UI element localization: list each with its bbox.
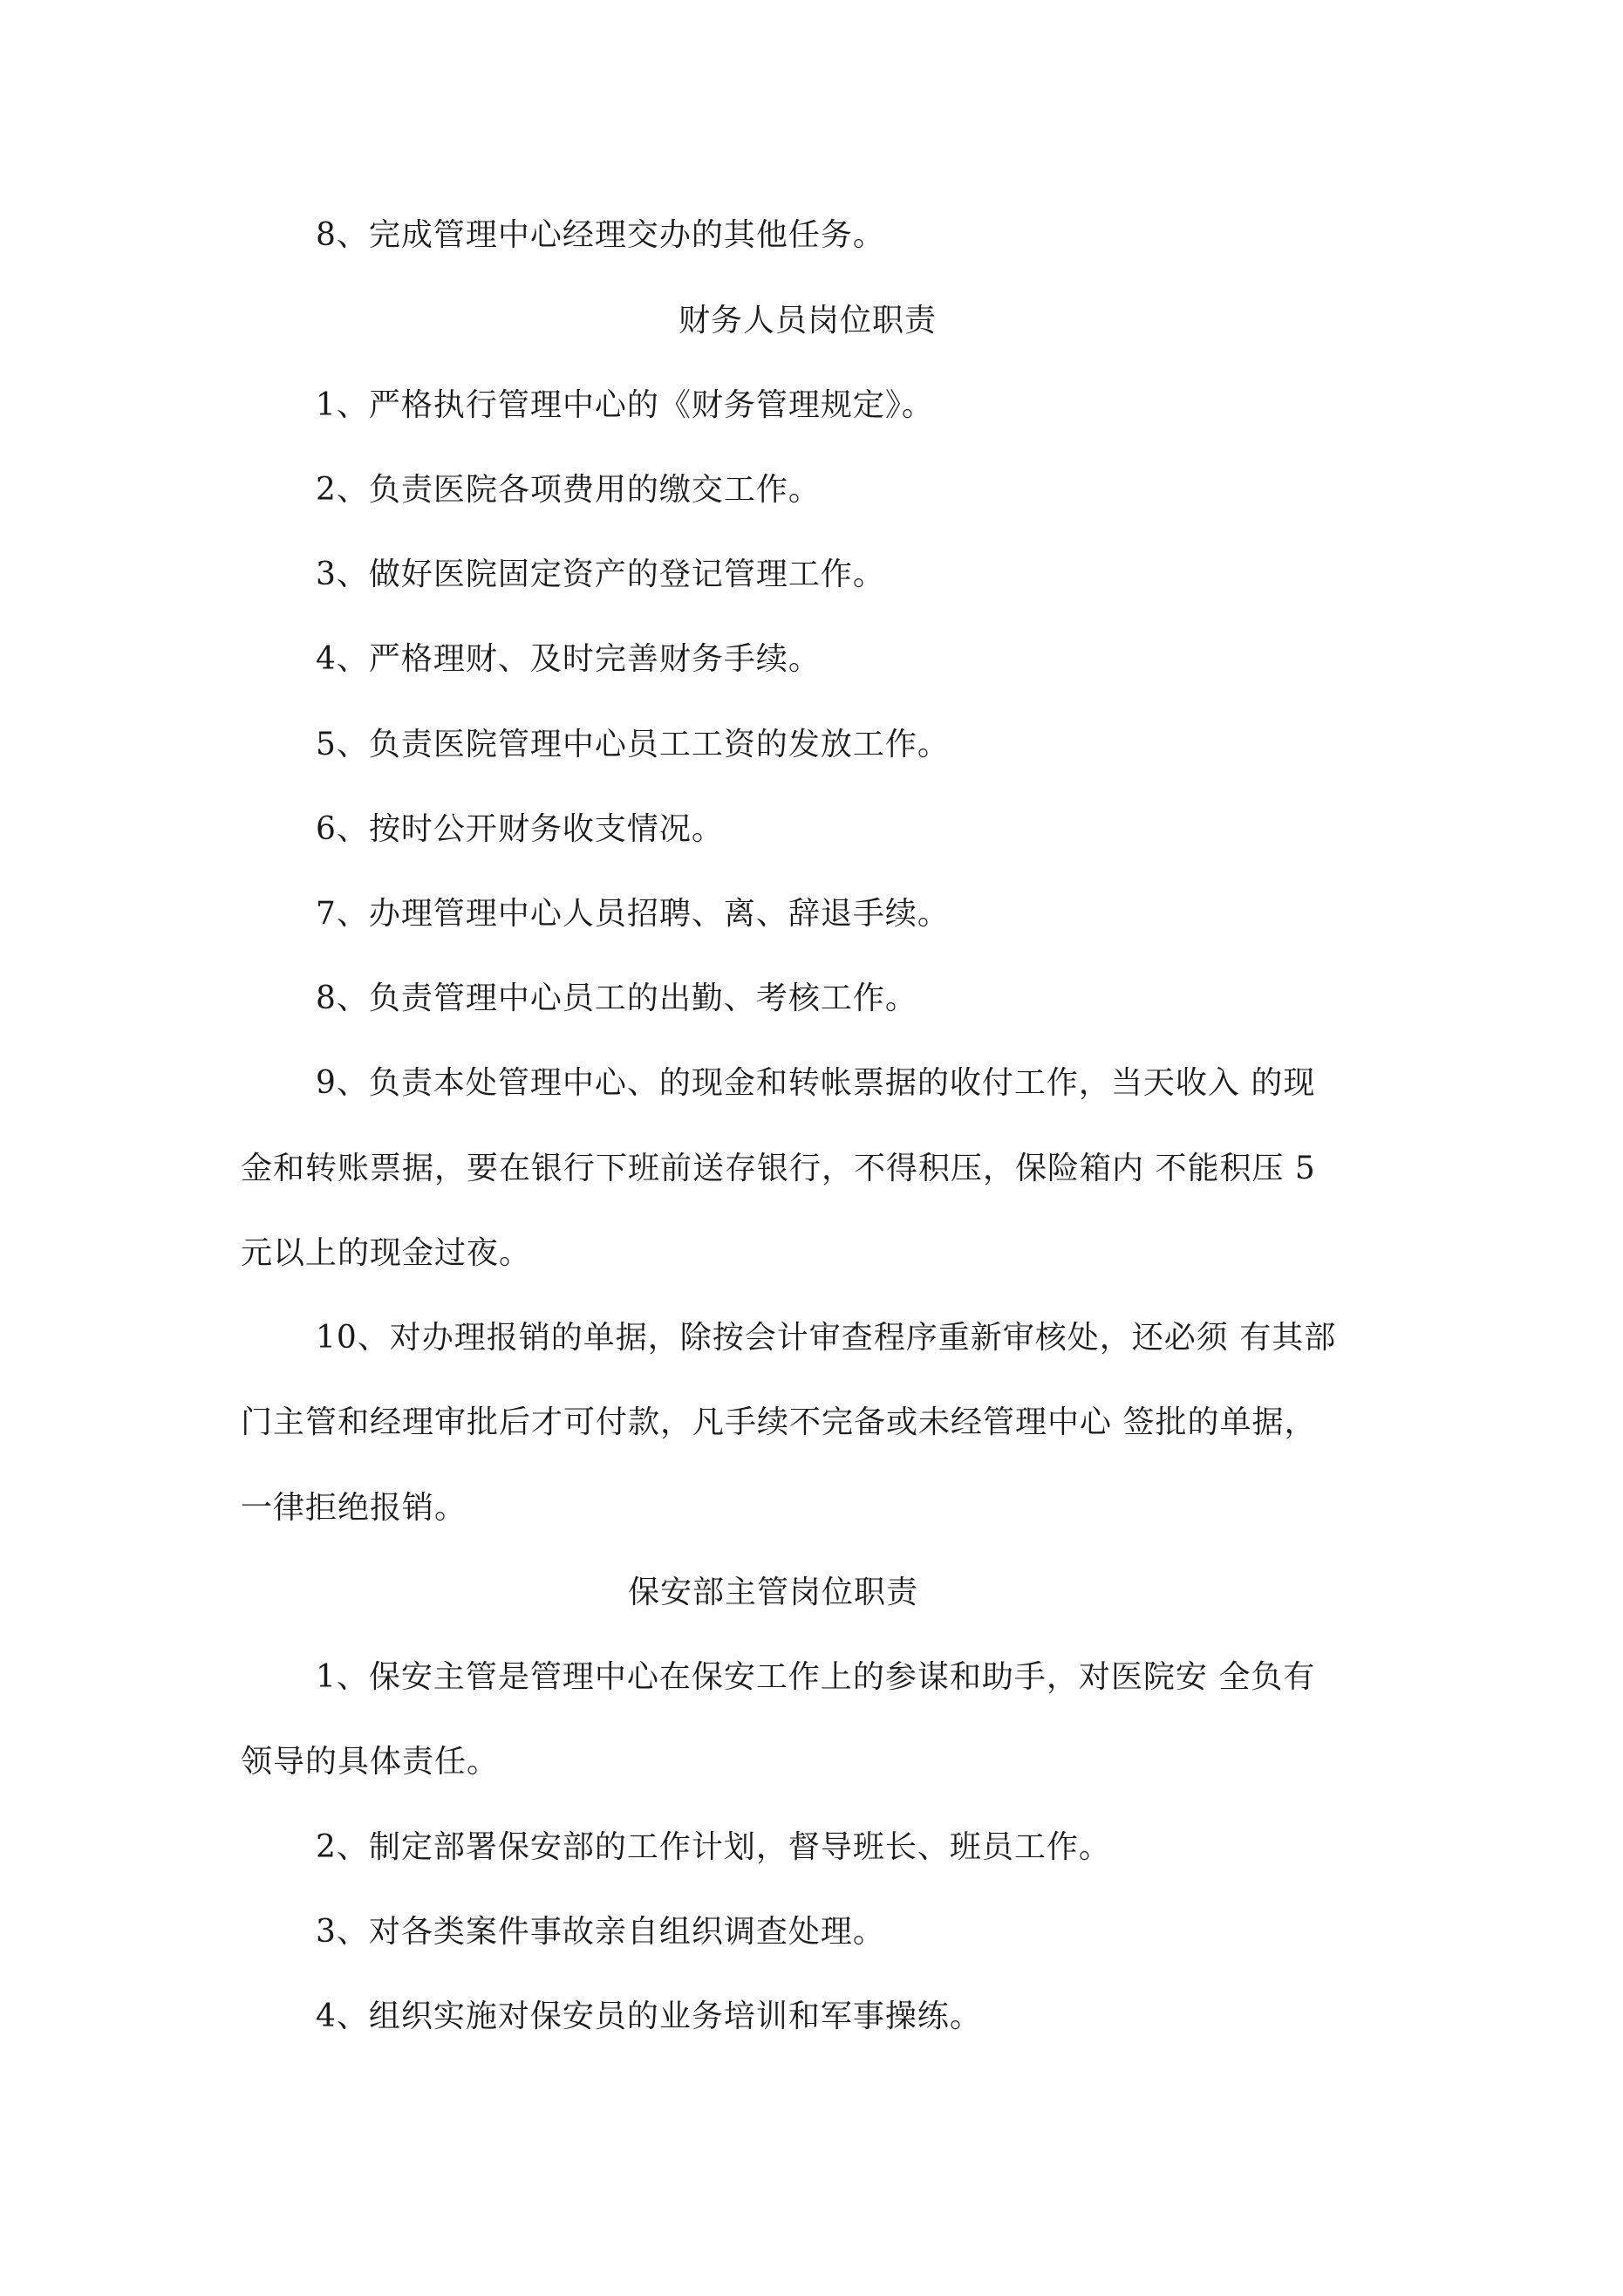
paragraph-line: 金和转账票据，要在银行下班前送存银行，不得积压，保险箱内 不能积压 5 xyxy=(241,1151,1316,1186)
paragraph-line: 8、负责管理中心员工的出勤、考核工作。 xyxy=(316,981,917,1016)
paragraph-line: 1、严格执行管理中心的《财务管理规定》。 xyxy=(316,387,934,423)
paragraph-line: 2、制定部署保安部的工作计划，督导班长、班员工作。 xyxy=(316,1829,1111,1865)
paragraph-line: 领导的具体责任。 xyxy=(241,1744,500,1780)
paragraph-line: 门主管和经理审批后才可付款，凡手续不完备或未经管理中心 签批的单据， xyxy=(241,1404,1317,1440)
paragraph-line: 3、对各类案件事故亲自组织调查处理。 xyxy=(316,1914,885,1950)
section-title-security: 保安部主管岗位职责 xyxy=(628,1575,919,1610)
paragraph-line: 2、负责医院各项费用的缴交工作。 xyxy=(316,472,821,508)
paragraph-line: 4、组织实施对保安员的业务培训和军事操练。 xyxy=(316,1999,982,2034)
paragraph-line: 6、按时公开财务收支情况。 xyxy=(316,811,724,847)
paragraph-line: 4、严格理财、及时完善财务手续。 xyxy=(316,641,821,677)
paragraph-line: 8、完成管理中心经理交办的其他任务。 xyxy=(316,217,885,253)
paragraph-line: 10、对办理报销的单据，除按会计审查程序重新审核处，还必须 有其部 xyxy=(316,1320,1337,1356)
paragraph-line: 9、负责本处管理中心、的现金和转帐票据的收付工作，当天收入 的现 xyxy=(316,1065,1316,1101)
paragraph-line: 7、办理管理中心人员招聘、离、辞退手续。 xyxy=(316,896,950,932)
paragraph-line: 5、负责医院管理中心员工工资的发放工作。 xyxy=(316,727,950,762)
paragraph-line: 一律拒绝报销。 xyxy=(241,1490,467,1526)
section-title-finance: 财务人员岗位职责 xyxy=(679,303,938,338)
paragraph-line: 1、保安主管是管理中心在保安工作上的参谋和助手，对医院安 全负有 xyxy=(316,1659,1316,1695)
paragraph-line: 3、做好医院固定资产的登记管理工作。 xyxy=(316,557,885,592)
paragraph-line: 元以上的现金过夜。 xyxy=(241,1235,532,1271)
